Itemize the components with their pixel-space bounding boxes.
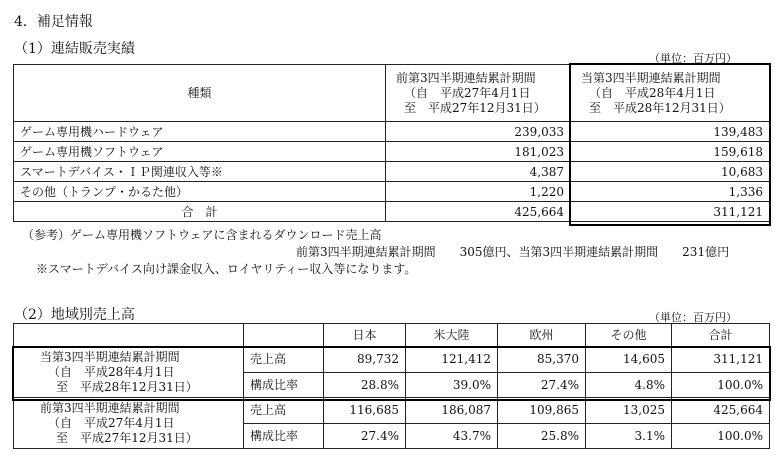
period-line3: 至 平成28年12月31日） bbox=[56, 379, 198, 394]
prev-value: 4,387 bbox=[386, 162, 571, 182]
table-cell: 100.0% bbox=[672, 423, 770, 449]
section-title: 4．補足情報 bbox=[14, 14, 93, 30]
sales-header-row bbox=[14, 65, 770, 122]
row-label: ゲーム専用機ハードウェア bbox=[14, 122, 386, 142]
sales-label: 売上高 bbox=[244, 398, 324, 424]
period-line1: 当第3四半期連結累計期間 bbox=[40, 349, 180, 364]
total-row bbox=[14, 202, 770, 222]
curr-period-line3: 至 平成28年12月31日） bbox=[589, 100, 731, 115]
table-row bbox=[14, 162, 770, 182]
curr-period-line1: 当第3四半期連結累計期間 bbox=[581, 70, 721, 85]
table-row bbox=[14, 142, 770, 162]
prev-period-line2: （自 平成27年4月1日 bbox=[404, 85, 531, 100]
prev-value: 181,023 bbox=[386, 142, 571, 162]
regional-header-row bbox=[14, 324, 770, 347]
sales-table-title: （1）連結販売実績 bbox=[14, 41, 135, 57]
curr-period-line2: （自 平成28年4月1日 bbox=[589, 85, 716, 100]
period-line2: （自 平成27年4月1日 bbox=[48, 415, 175, 430]
curr-value: 1,336 bbox=[571, 182, 770, 202]
sales-label: 売上高 bbox=[244, 347, 324, 373]
period-label bbox=[14, 347, 244, 398]
row-label: スマートデバイス・ＩＰ関連収入等※ bbox=[14, 162, 386, 182]
prev-period-line1: 前第3四半期連結累計期間 bbox=[396, 70, 536, 85]
table-cell: 39.0% bbox=[406, 372, 498, 398]
regional-table bbox=[13, 323, 770, 449]
ratio-label: 構成比率 bbox=[244, 372, 324, 398]
table-cell: 27.4% bbox=[324, 423, 406, 449]
table-cell: 89,732 bbox=[324, 347, 406, 373]
table-cell: 43.7% bbox=[406, 423, 498, 449]
table-cell: 311,121 bbox=[672, 347, 770, 373]
table-cell: 4.8% bbox=[586, 372, 672, 398]
regional-table-title: （2）地域別売上高 bbox=[14, 307, 135, 323]
table-cell: 13,025 bbox=[586, 398, 672, 424]
table-cell: 121,412 bbox=[406, 347, 498, 373]
row-label: ゲーム専用機ソフトウェア bbox=[14, 142, 386, 162]
table-cell: 186,087 bbox=[406, 398, 498, 424]
prev-period-header bbox=[386, 65, 571, 122]
ratio-label: 構成比率 bbox=[244, 423, 324, 449]
curr-value: 139,483 bbox=[571, 122, 770, 142]
table-cell: 425,664 bbox=[672, 398, 770, 424]
label-header-cell bbox=[244, 324, 324, 347]
col-total: 合計 bbox=[672, 324, 770, 347]
table-cell: 27.4% bbox=[498, 372, 586, 398]
footnote: ※スマートデバイス向け課金収入、ロイヤリティー収入等になります。 bbox=[36, 262, 417, 276]
corner-cell bbox=[14, 324, 244, 347]
total-curr-value: 311,121 bbox=[571, 202, 770, 222]
row-label: その他（トランプ・かるた他） bbox=[14, 182, 386, 202]
col-japan: 日本 bbox=[324, 324, 406, 347]
col-other: その他 bbox=[586, 324, 672, 347]
period-line1: 前第3四半期連結累計期間 bbox=[40, 400, 180, 415]
table-cell: 85,370 bbox=[498, 347, 586, 373]
download-sales-note: 前第3四半期連結累計期間 305億円、当第3四半期連結累計期間 231億円 bbox=[296, 245, 730, 259]
table-cell: 3.1% bbox=[586, 423, 672, 449]
curr-value: 10,683 bbox=[571, 162, 770, 182]
reference-note: （参考）ゲーム専用機ソフトウェアに含まれるダウンロード売上高 bbox=[22, 228, 382, 242]
table-cell: 116,685 bbox=[324, 398, 406, 424]
table-cell: 109,865 bbox=[498, 398, 586, 424]
period-label bbox=[14, 398, 244, 449]
prev-value: 239,033 bbox=[386, 122, 571, 142]
table-row bbox=[14, 398, 770, 424]
table-cell: 100.0% bbox=[672, 372, 770, 398]
table-row bbox=[14, 182, 770, 202]
category-header: 種類 bbox=[14, 65, 386, 122]
table-cell: 25.8% bbox=[498, 423, 586, 449]
table-cell: 14,605 bbox=[586, 347, 672, 373]
period-line3: 至 平成27年12月31日） bbox=[56, 430, 198, 445]
prev-period-line3: 至 平成27年12月31日） bbox=[404, 100, 546, 115]
sales-unit-label: （単位：百万円） bbox=[649, 52, 737, 65]
total-label: 合 計 bbox=[14, 202, 386, 222]
regional-unit-label: （単位：百万円） bbox=[649, 311, 737, 324]
prev-value: 1,220 bbox=[386, 182, 571, 202]
period-line2: （自 平成28年4月1日 bbox=[48, 364, 175, 379]
sales-table bbox=[13, 64, 770, 222]
table-cell: 28.8% bbox=[324, 372, 406, 398]
curr-value: 159,618 bbox=[571, 142, 770, 162]
table-row bbox=[14, 122, 770, 142]
curr-period-header bbox=[571, 65, 770, 122]
col-americas: 米大陸 bbox=[406, 324, 498, 347]
total-prev-value: 425,664 bbox=[386, 202, 571, 222]
col-europe: 欧州 bbox=[498, 324, 586, 347]
table-row bbox=[14, 347, 770, 373]
